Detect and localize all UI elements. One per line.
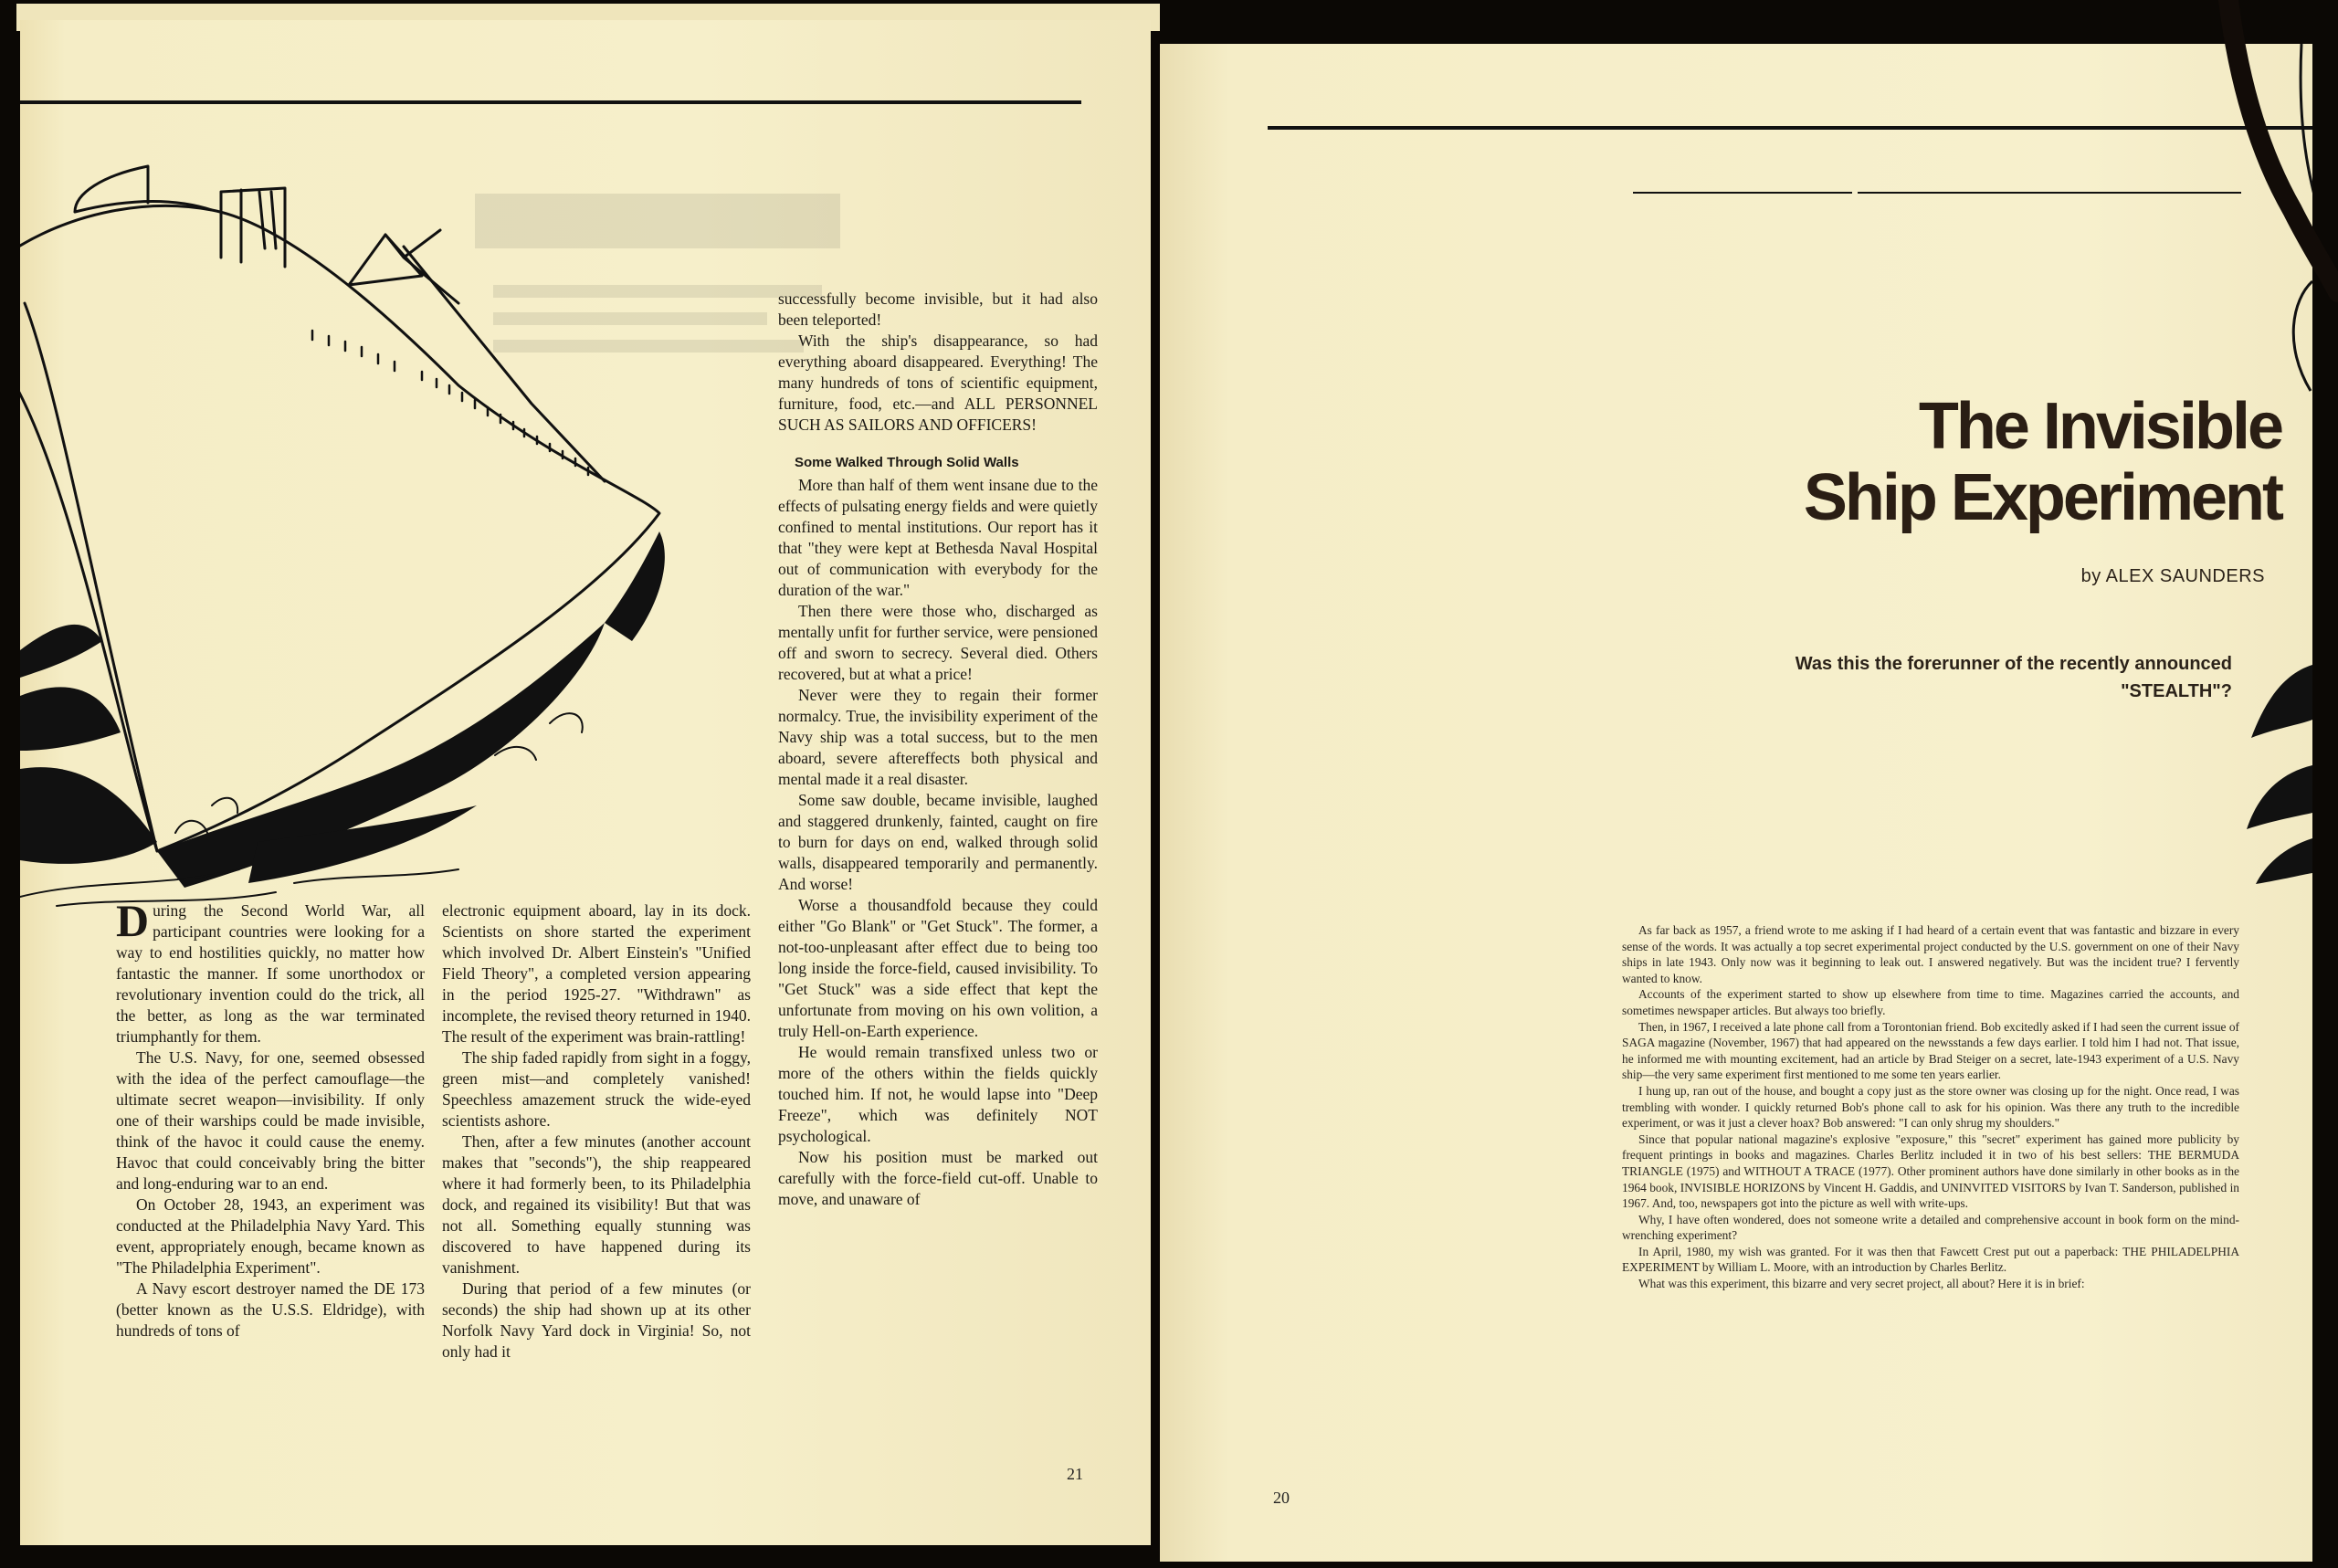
ship-illustration [20, 111, 678, 915]
page-number-right: 20 [1273, 1489, 1290, 1507]
paragraph: Now his position must be marked out carefully with the force-field cut-off. Unable to move, and unaware of [778, 1148, 1098, 1208]
title-line-2: Ship Experiment [1803, 461, 2281, 534]
article-column-1 [116, 895, 425, 1342]
paragraph: Never were they to regain their former normalcy. True, the invisibility experiment of the Navy ship was a total success, but to the men aboard, severe aftereffects both physical and mental made it a real disaster. [778, 686, 1098, 788]
right-thin-rule-1 [1633, 192, 1852, 194]
deck-subtitle: Was this the forerunner of the recently announced "STEALTH"? [1795, 654, 2232, 701]
paragraph: electronic equipment aboard, lay in its dock. Scientists on shore started the experiment which involved Dr. Albert Einstein's "Unified Field Theory", a completed version appearing in the period 1925-27. "Withdrawn" as incomplete, the revised theory returned in 1940. The result of the experiment was brain-rattling! [442, 901, 751, 1046]
paragraph: With the ship's disappearance, so had everything aboard disappeared. Everything! The many hundreds of tons of scientific equipment, furniture, food, etc.—and ALL PERSONNEL SUCH AS SAILORS AND OFFICERS! [778, 331, 1098, 434]
paragraph: More than half of them went insane due to the effects of pulsating energy fields and were quietly confined to mental institutions. Our report has it that "they were kept at Bethesda Naval Hospital out of communication with everybody for the duration of the war." [778, 476, 1098, 599]
paragraph: A Navy escort destroyer named the DE 173 (better known as the U.S.S. Eldridge), with hundreds of tons of [116, 1279, 425, 1340]
left-magazine-page [20, 20, 1151, 1545]
right-magazine-page [1160, 44, 2312, 1562]
paragraph: Why, I have often wondered, does not someone write a detailed and comprehensive account in book form on the mind-wrenching experiment? [1622, 1212, 2239, 1243]
byline: by ALEX SAUNDERS [2080, 566, 2265, 586]
paragraph: Then, in 1967, I received a late phone call from a Torontonian friend. Bob excitedly asked if I had seen the current issue of SAGA magazine (November, 1967) that had appeared on the newsstands a few days earlier. I told him I had not. That issue, he informed me with mounting excitement, had an article by Brad Steiger on a secret, late-1943 experiment of a U.S. Navy ship—the very same experiment first mentioned to me some ten years earlier. [1622, 1019, 2239, 1082]
paragraph: On October 28, 1943, an experiment was conducted at the Philadelphia Navy Yard. This event, appropriately enough, became known as "The Philadelphia Experiment". [116, 1195, 425, 1277]
paragraph: uring the Second World War, all participant countries were looking for a way to end hostilities quickly, no matter how fantastic the manner. If some unorthodox or revolutionary invention could do the trick, all the better, as long as the war terminated triumphantly for them. [116, 901, 425, 1046]
paragraph: He would remain transfixed unless two or more of the others within the fields quickly touched him. If not, he would lapse into "Deep Freeze", which was definitely NOT psychological. [778, 1043, 1098, 1145]
page-number-left: 21 [1067, 1465, 1083, 1483]
drop-cap: D [116, 895, 150, 946]
paragraph: As far back as 1957, a friend wrote to me asking if I had heard of a certain event that was fantastic and bizzare in every sense of the words. It was actually a top secret experimental project conducted by the U.S. government on one of their Navy ships in late 1943. Only now was it beginning to leak out. I answered negatively. But was the incident true? I fervently wanted to know. [1622, 923, 2239, 985]
paragraph: Then, after a few minutes (another account makes that "seconds"), the ship reappeared where it had formerly been, to its Philadelphia dock, and regained its visibility! But that was not all. Something equally stunning was discovered to have happened during its vanishment. [442, 1132, 751, 1277]
paragraph: I hung up, ran out of the house, and bought a copy just as the store owner was closing up for the night. Once read, I was trembling with wonder. I quickly returned Bob's phone call to ask for his opinion. Was there any truth to the incredible experiment, or was it just a clever hoax? Bob answered: "I can only shrug my shoulders." [1622, 1083, 2239, 1131]
paragraph: Since that popular national magazine's explosive "exposure," this "secret" experiment has gained more publicity by frequent printings in books and magazines. Charles Berlitz included it in two of his best sellers: THE BERMUDA TRIANGLE (1975) and WITHOUT A TRACE (1977). Other prominent authors have done similarly in other books as in the 1964 book, INVISIBLE HORIZONS by Vincent H. Gaddis, and UNINVITED VISITORS by Ivan T. Sanderson, published in 1967. And, too, newspapers got into the picture as well with write-ups. [1622, 1131, 2239, 1211]
right-thin-rule-2 [1858, 192, 2241, 194]
title-line-1: The Invisible [1918, 390, 2281, 463]
cable-wire [2192, 0, 2338, 310]
paragraph: During that period of a few minutes (or seconds) the ship had shown up at its other Norfolk Navy Yard dock in Virginia! So, not only had it [442, 1279, 751, 1361]
paragraph: The U.S. Navy, for one, seemed obsessed with the idea of the perfect camouflage—the ultimate secret weapon—invisibility. If only one of their warships could be made invisible, think of the havoc it could cause the enemy. Havoc that could conceivably bring the bitter and long-enduring war to an end. [116, 1048, 425, 1193]
paragraph: Then there were those who, discharged as mentally unfit for further service, were pensioned off and sworn to secrecy. Several died. Others recovered, but at what a price! [778, 602, 1098, 683]
article-column-2 [442, 900, 751, 1363]
paragraph: successfully become invisible, but it had also been teleported! [778, 289, 1098, 329]
paragraph: In April, 1980, my wish was granted. For it was then that Fawcett Crest put out a paperback: THE PHILADELPHIA EXPERIMENT by William L. Moore, with an introduction by Charles Berlitz. [1622, 1244, 2239, 1275]
paragraph: Accounts of the experiment started to show up elsewhere from time to time. Magazines carried the accounts, and sometimes newspaper articles. But always too briefly. [1622, 987, 2239, 1017]
paragraph: Some saw double, became invisible, laughed and staggered drunkenly, fainted, caught on fire to burn for days on end, walked through solid walls, disappeared temporarily and permanently. And worse! [778, 791, 1098, 893]
left-top-rule [20, 100, 1081, 104]
paragraph: The ship faded rapidly from sight in a foggy, green mist—and completely vanished! Speechless amazement struck the wide-eyed scientists ashore. [442, 1048, 751, 1130]
article-title [1804, 391, 2281, 533]
paragraph: Worse a thousandfold because they could either "Go Blank" or "Get Stuck". The former, a not-too-unpleasant after effect due to being too long inside the force-field, caused invisibility. To "Get Stuck" was a side effect that kept the unfortunate from moving on his own volition, a truly Hell-on-Earth experience. [778, 896, 1098, 1040]
right-top-rule [1268, 126, 2312, 130]
section-heading: Some Walked Through Solid Walls [795, 455, 1019, 470]
article-column-3 [778, 289, 1098, 1210]
paragraph: What was this experiment, this bizarre and very secret project, all about? Here it is in brief: [1638, 1277, 2085, 1291]
intro-text [1622, 922, 2239, 1292]
